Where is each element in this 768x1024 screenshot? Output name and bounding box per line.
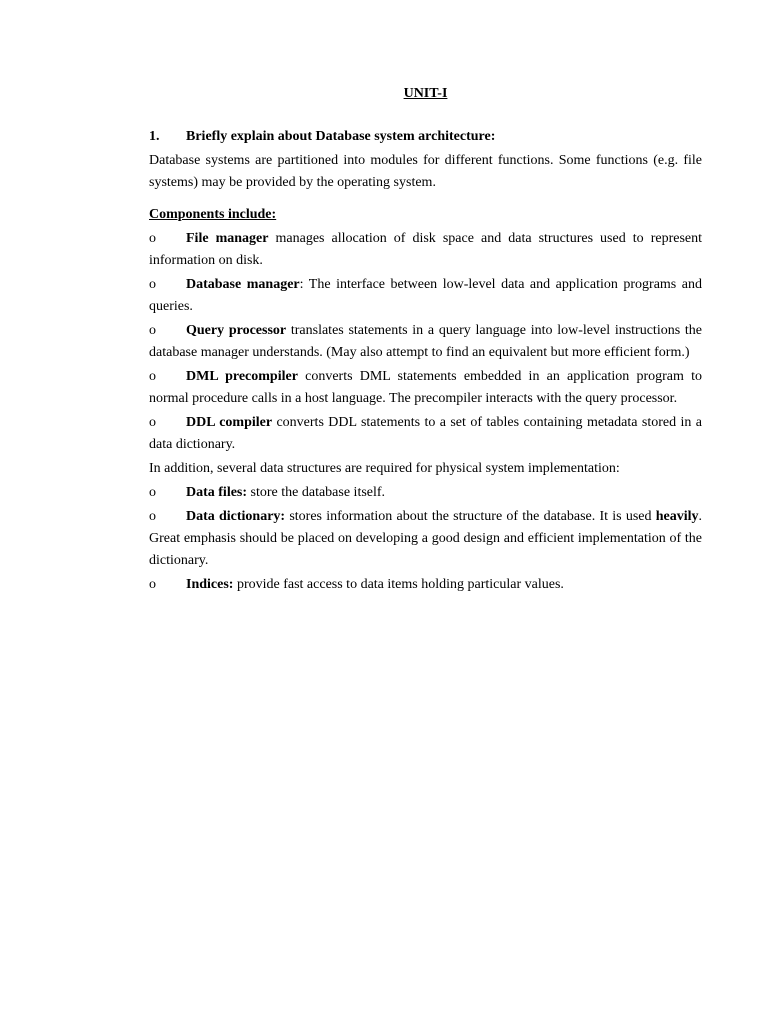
item-description: converts DML statements embedded in an application program to normal procedure calls in a host language. The precompiler interacts with the query processor.: [149, 369, 702, 406]
item-description: manages allocation of disk space and data structures used to represent information on disk.: [149, 231, 702, 268]
item-term: Data dictionary:: [186, 509, 286, 524]
item-term: File manager: [186, 231, 269, 246]
list-item: [149, 482, 702, 504]
item-term: DDL compiler: [186, 415, 273, 430]
item-description: store the database itself.: [247, 485, 386, 500]
document-page: [149, 84, 702, 598]
item-description-continued: . Great emphasis should be placed on developing a good design and efficient implementation of the dictionary.: [149, 509, 702, 568]
bullet-icon: o: [149, 485, 156, 500]
intro-paragraph: Database systems are partitioned into modules for different functions. Some functions (e.g. file systems) may be provided by the operating system.: [149, 153, 702, 190]
list-item: [149, 366, 702, 410]
bullet-icon: o: [149, 277, 156, 292]
list-item: [149, 412, 702, 456]
list-item: [149, 506, 702, 572]
list-item: [149, 274, 702, 318]
list-item: [149, 228, 702, 272]
item-term: Indices:: [186, 577, 234, 592]
item-description: converts DDL statements to a set of tables containing metadata stored in a data dictionary.: [149, 415, 702, 452]
bullet-icon: o: [149, 577, 156, 592]
bullet-icon: o: [149, 323, 156, 338]
bullet-icon: o: [149, 509, 156, 524]
bullet-icon: o: [149, 369, 156, 384]
addition-paragraph: In addition, several data structures are required for physical system implementation:: [149, 461, 620, 476]
item-term: DML precompiler: [186, 369, 298, 384]
components-heading: Components include:: [149, 207, 277, 222]
bullet-icon: o: [149, 231, 156, 246]
bullet-icon: o: [149, 415, 156, 430]
item-term: Data files:: [186, 485, 248, 500]
list-item: [149, 320, 702, 364]
question-number: 1.: [149, 129, 160, 144]
item-description: : The interface between low-level data and application programs and queries.: [149, 277, 702, 314]
item-emphasis: heavily: [655, 509, 699, 524]
question-heading: [149, 126, 702, 148]
question-text: Briefly explain about Database system architecture:: [186, 129, 496, 144]
components-list: [149, 228, 702, 456]
list-item: [149, 574, 702, 596]
structures-list: [149, 482, 702, 596]
unit-heading: UNIT-I: [403, 86, 448, 101]
item-description: translates statements in a query language into low-level instructions the database manager understands. (May also attempt to find an equivalent but more efficient form.): [149, 323, 702, 360]
item-term: Query processor: [186, 323, 287, 338]
item-term: Database manager: [186, 277, 300, 292]
item-description: stores information about the structure of the database. It is used: [285, 509, 656, 524]
item-description: provide fast access to data items holding particular values.: [233, 577, 564, 592]
